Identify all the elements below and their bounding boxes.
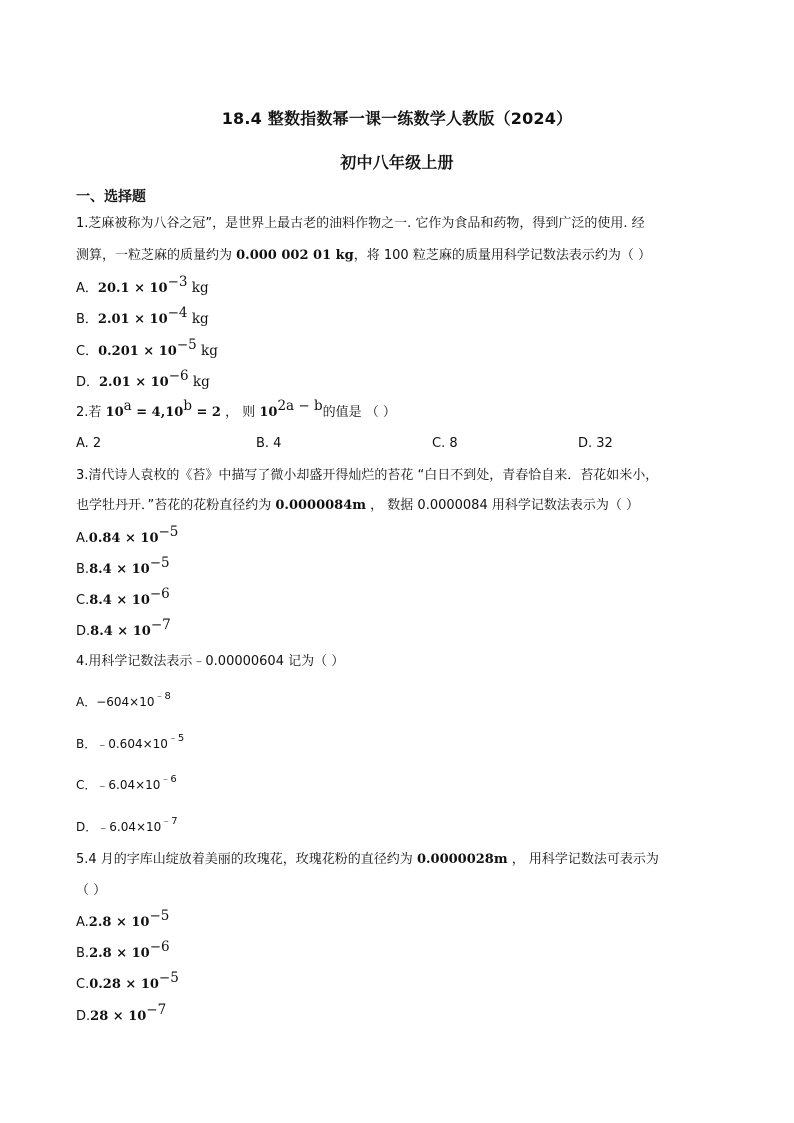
q2-option-a: A. 2 bbox=[76, 436, 102, 451]
q3-option-c: $C.8.4 \times 10^{-6}$ bbox=[76, 586, 170, 608]
q2-option-d: D. 32 bbox=[578, 436, 613, 451]
q3-option-a: $A.0.84 \times 10^{-5}$ bbox=[76, 524, 179, 546]
q4-option-d: D．$﹣6.04\times 10^{﹣7}$ bbox=[76, 816, 178, 834]
q5-stem-line2: （ ） bbox=[76, 883, 107, 898]
q1-stem-line2: 测算，一粒芝麻的质量约为 0.000 002 01 kg，将 100 粒芝麻的质量用科学记数法表示约为（ ） bbox=[76, 248, 651, 263]
q4-option-c: C．$﹣6.04\times 10^{﹣6}$ bbox=[76, 774, 177, 792]
q4-option-b: B．$﹣0.604\times 10^{﹣5}$ bbox=[76, 733, 185, 751]
q2-option-b: B. 4 bbox=[256, 436, 282, 451]
q5-option-b: $B.2.8 \times 10^{-6}$ bbox=[76, 939, 170, 961]
section-heading: 一、选择题 bbox=[76, 189, 146, 205]
q5-option-a: $A.2.8 \times 10^{-5}$ bbox=[76, 908, 170, 930]
q1-option-c: C．$0.201 \times 10^{-5}$ kg bbox=[76, 337, 218, 359]
q3-option-b: $B.8.4 \times 10^{-5}$ bbox=[76, 555, 170, 577]
document-title: 18.4 整数指数幂一课一练数学人教版（2024） bbox=[221, 109, 573, 128]
q1-stem-line1: 1.芝麻被称为八谷之冠”，是世界上最古老的油料作物之一. 它作为食品和药物，得到广泛的使用. 经 bbox=[76, 216, 645, 231]
q5-stem-line1: 5.4 月的字库山绽放着美丽的玫瑰花，玫瑰花粉的直径约为 0.0000028m ， 用科学记数法可表示为 bbox=[76, 852, 659, 867]
q1-option-a: A．$20.1 \times 10^{-3}$ kg bbox=[76, 274, 209, 296]
q4-option-a: A．$-604\times 10^{﹣8}$ bbox=[76, 691, 171, 709]
q1-option-d: D．$2.01 \times 10^{-6}$ kg bbox=[76, 368, 210, 390]
q5-option-d: $D.28 \times 10^{-7}$ bbox=[76, 1002, 167, 1024]
q3-stem-line1: 3.清代诗人袁枚的《苔》中描写了微小却盛开得灿烂的苔花 “白日不到处，青春恰自来．苔花如米小， bbox=[76, 468, 659, 483]
document-subtitle: 初中八年级上册 bbox=[340, 153, 454, 172]
q3-stem-line2: 也学牡丹开．”苔花的花粉直径约为 0.0000084m ， 数据 0.0000084 用科学记数法表示为（ ） bbox=[76, 498, 639, 513]
q4-stem: 4.用科学记数法表示﹣0.00000604 记为（ ） bbox=[76, 654, 345, 669]
q2-stem: 2.若 $10^a = 4,10^b = 2$ ， 则 $10^{2a - b}$的值是 （ ） bbox=[76, 398, 396, 420]
q1-mass: 0.000 002 01 kg bbox=[236, 248, 354, 263]
q5-option-c: $C.0.28 \times 10^{-5}$ bbox=[76, 970, 179, 992]
q2-option-c: C. 8 bbox=[432, 436, 458, 451]
q3-option-d: $D.8.4 \times 10^{-7}$ bbox=[76, 617, 171, 639]
q1-option-b: B．$2.01 \times 10^{-4}$ kg bbox=[76, 305, 209, 327]
